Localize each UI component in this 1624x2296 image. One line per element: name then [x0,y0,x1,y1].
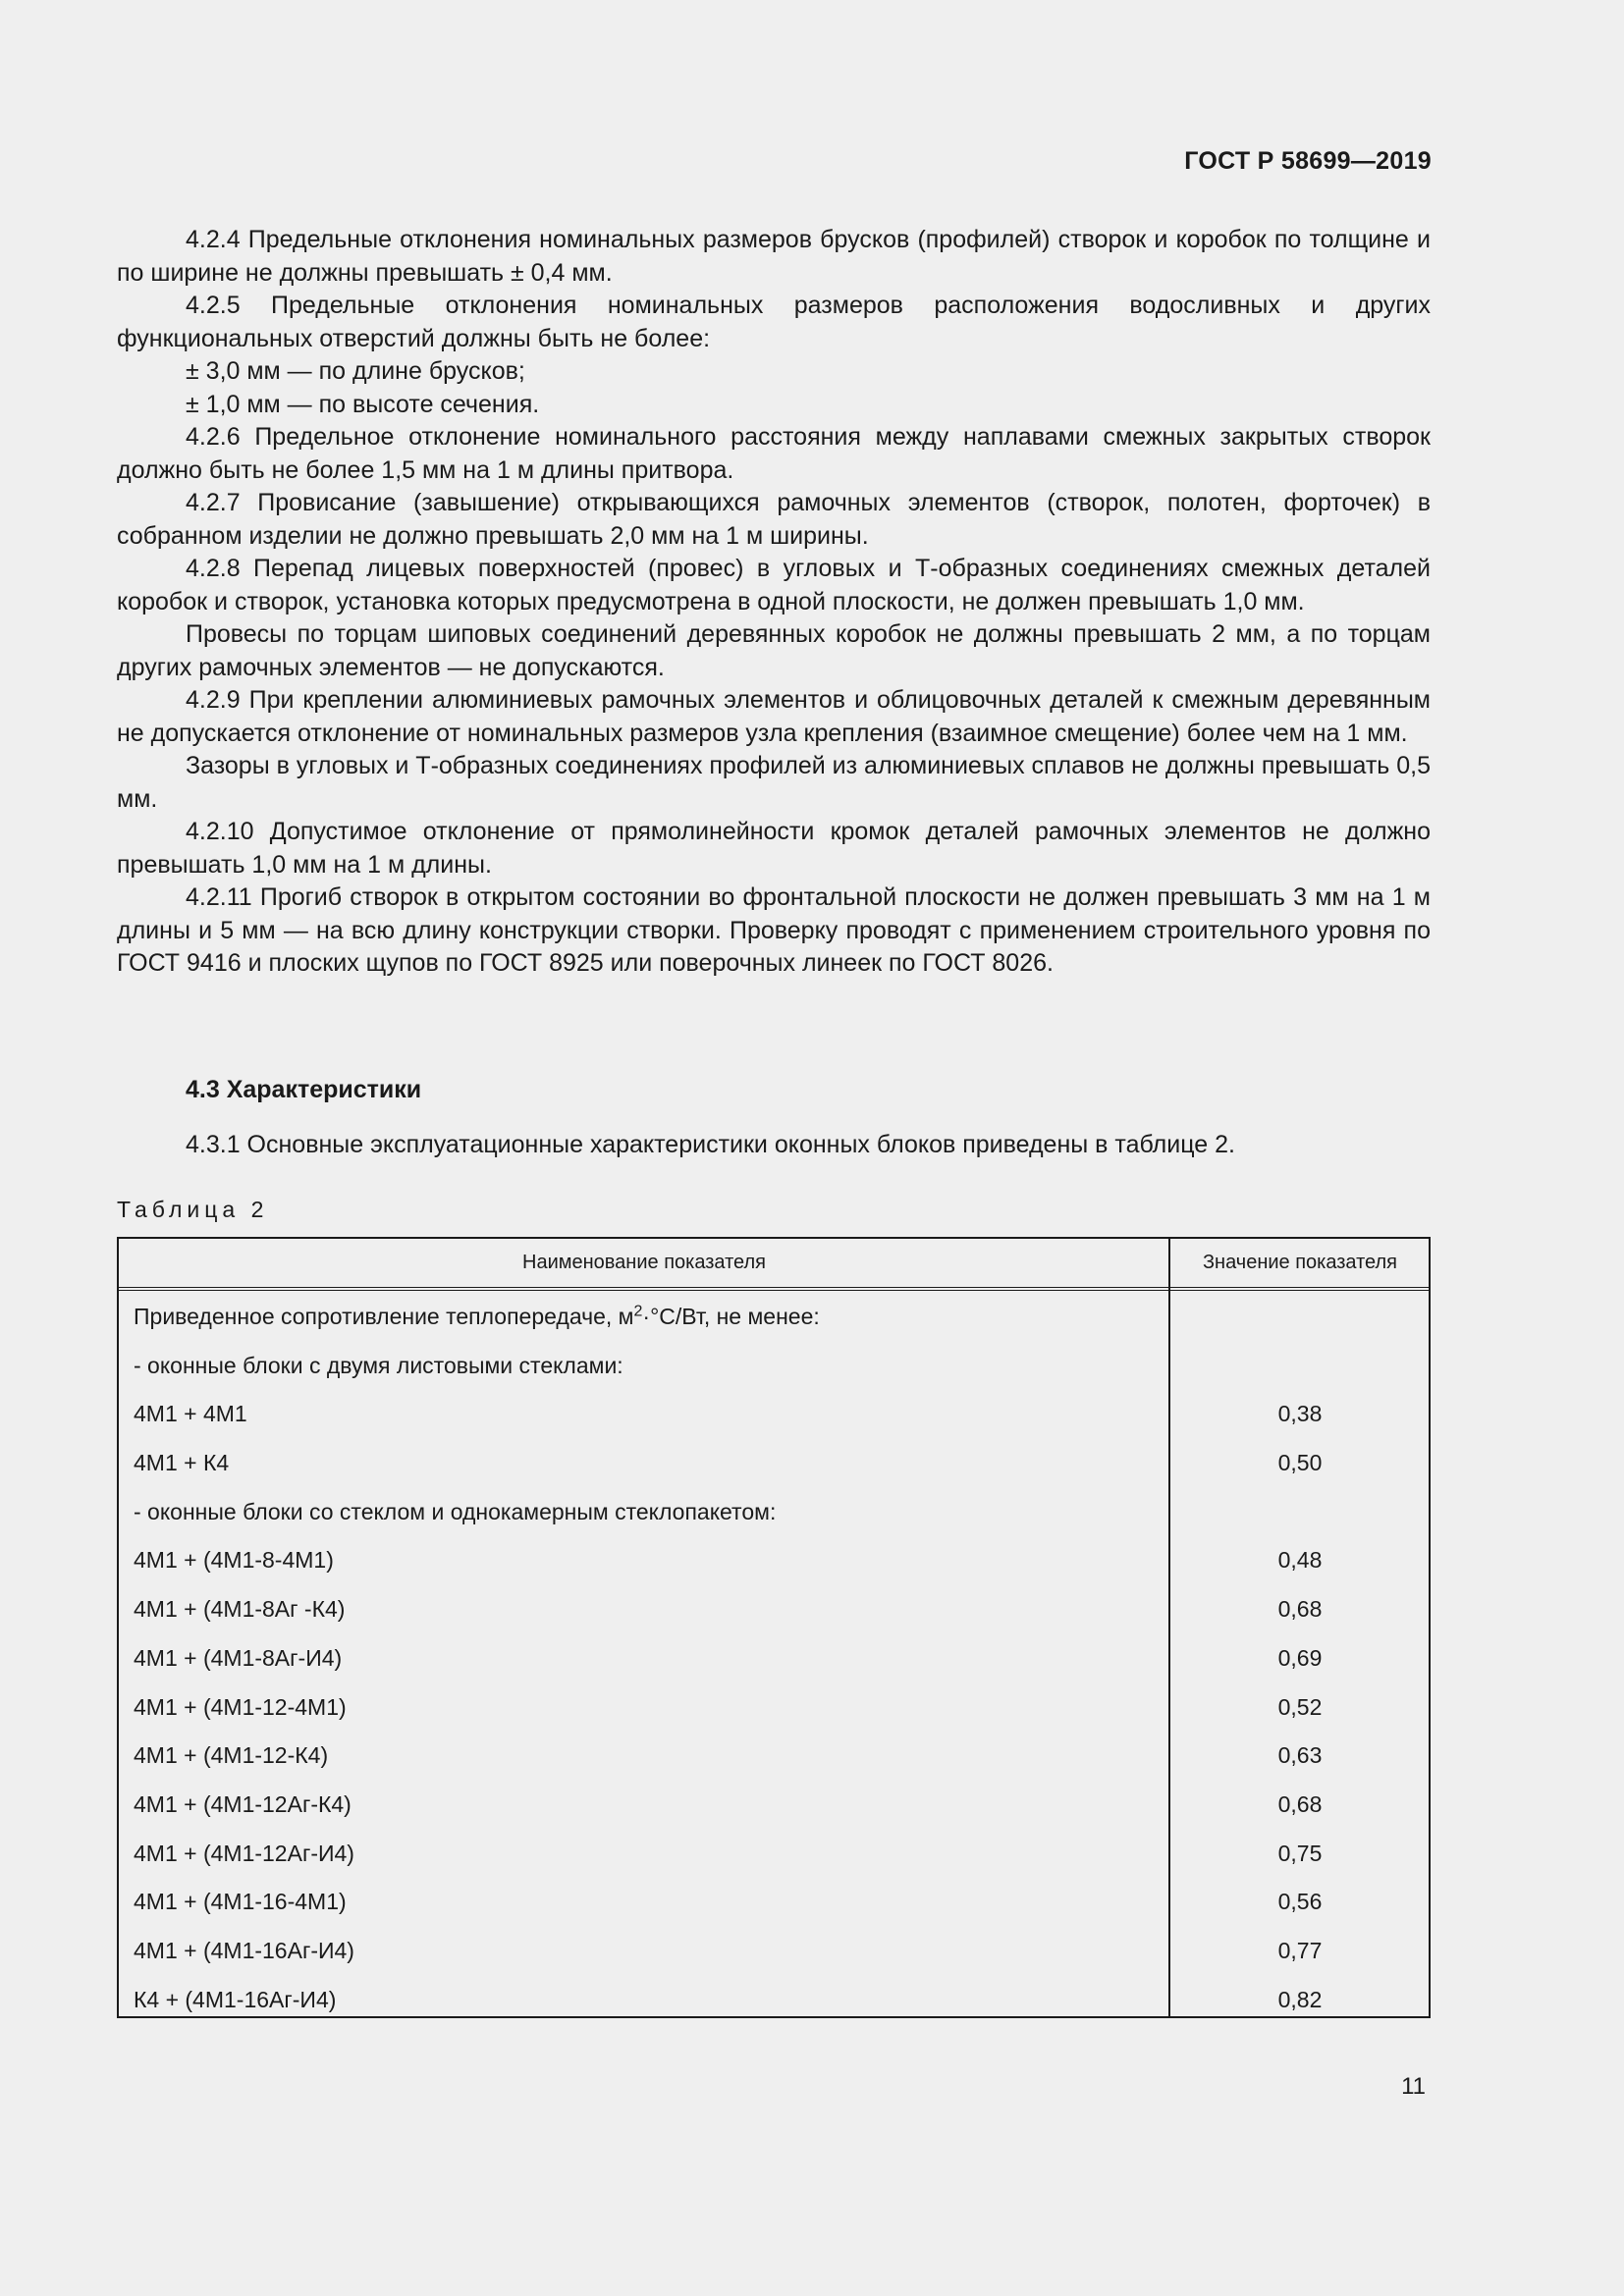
paragraph-4-2-4: 4.2.4 Предельные отклонения номинальных размеров брусков (профилей) створок и коробок по толщине и по ширине не должны превышать ± 0,4 мм. [117,226,1431,287]
paragraph-4-2-5: 4.2.5 Предельные отклонения номинальных размеров расположения водосливных и других функциональных отверстий должны быть не более: [117,292,1431,352]
table-cell-name: 4М1 + (4М1-8Аг -К4) [134,1596,346,1623]
table-row [119,1634,1429,1683]
table-header-name: Наименование показателя [522,1252,766,1273]
table-row [119,1439,1429,1488]
table-cell-value: 0,38 [1277,1401,1323,1427]
table-row [119,1927,1429,1976]
paragraph-list-item-1: ± 3,0 мм — по длине брусков; [186,357,525,385]
table-cell-value: 0,68 [1277,1596,1323,1623]
table-cell-name: 4М1 + 4М1 [134,1401,247,1427]
title-prefix: Приведенное сопротивление теплопередаче, м [134,1304,634,1329]
table-row [119,1683,1429,1733]
table-row-title [134,1304,820,1330]
paragraph-4-2-11: 4.2.11 Прогиб створок в открытом состоянии во фронтальной плоскости не должен превышать 3 мм на 1 м длины и 5 мм — на всю длину конструкции створки. Проверку проводят с применением строительного уровня по ГОСТ 9416 и плоских щупов по ГОСТ 8925 или поверочных линеек по ГОСТ 8026. [117,883,1431,977]
table-row [119,1536,1429,1585]
body-text [117,224,1431,981]
characteristics-table [117,1237,1431,2018]
paragraph-4-2-7: 4.2.7 Провисание (завышение) открывающихся рамочных элементов (створок, полотен, форточек) в собранном изделии не должно превышать 2,0 мм на 1 м ширины. [117,489,1431,550]
table-row [119,1781,1429,1830]
paragraph-4-2-6: 4.2.6 Предельное отклонение номинального расстояния между наплавами смежных закрытых створок должно быть не более 1,5 мм на 1 м длины притвора. [117,423,1431,484]
table-row [119,1976,1429,2025]
table-cell-name: 4М1 + (4М1-8Аг-И4) [134,1644,343,1671]
paragraph-4-3-1: 4.3.1 Основные эксплуатационные характеристики оконных блоков приведены в таблице 2. [186,1131,1235,1158]
table-row [119,1585,1429,1634]
table-cell-value: 0,52 [1277,1693,1323,1720]
table-cell-name: К4 + (4М1-16Аг-И4) [134,1986,337,2012]
table-cell-name: 4М1 + (4М1-12-4М1) [134,1693,347,1720]
table-cell-value: 0,82 [1277,1986,1323,2012]
table-cell-value: 0,69 [1277,1644,1323,1671]
table-cell-name: 4М1 + (4М1-12-К4) [134,1742,329,1769]
table-cell-value: 0,50 [1277,1450,1323,1476]
paragraph-4-2-9: 4.2.9 При креплении алюминиевых рамочных элементов и облицовочных деталей к смежным деревянным не допускается отклонение от номинальных размеров узла крепления (взаимное смещение) более чем на 1 мм. [117,686,1431,747]
table-cell-value: 0,75 [1277,1840,1323,1866]
paragraph-4-2-8: 4.2.8 Перепад лицевых поверхностей (провес) в угловых и Т-образных соединениях смежных деталей коробок и створок, установка которых предусмотрена в одной плоскости, не должен превышать 1,0 мм. [117,555,1431,615]
document-header-id: ГОСТ Р 58699—2019 [1184,147,1432,175]
table-cell-name: 4М1 + (4М1-12Аг-К4) [134,1790,352,1817]
title-superscript: 2 [633,1303,643,1320]
table-caption: Таблица 2 [117,1197,269,1222]
paragraph-zazory: Зазоры в угловых и Т-образных соединениях профилей из алюминиевых сплавов не должны превышать 0,5 мм. [117,752,1431,813]
table-header-row [119,1239,1429,1291]
table-cell-name: - оконные блоки с двумя листовыми стеклами: [134,1352,623,1378]
table-cell-name: 4М1 + К4 [134,1450,230,1476]
table-body [119,1293,1429,2024]
table-cell-name: - оконные блоки со стеклом и однокамерным стеклопакетом: [134,1498,777,1524]
table-header-value: Значение показателя [1202,1252,1398,1273]
table-row [119,1830,1429,1879]
title-suffix: ·°С/Вт, не менее: [642,1304,820,1329]
table-row [119,1488,1429,1537]
table-row [119,1732,1429,1781]
table-row [119,1293,1429,1342]
page-number: 11 [1401,2073,1426,2100]
table-cell-value: 0,63 [1277,1742,1323,1769]
table-row [119,1342,1429,1391]
table-row [119,1878,1429,1927]
paragraph-4-2-10: 4.2.10 Допустимое отклонение от прямолинейности кромок деталей рамочных элементов не должно превышать 1,0 мм на 1 м длины. [117,818,1431,879]
paragraph-provesy: Провесы по торцам шиповых соединений деревянных коробок не должны превышать 2 мм, а по торцам других рамочных элементов — не допускаются. [117,620,1431,681]
table-row [119,1390,1429,1439]
table-cell-value: 0,48 [1277,1547,1323,1574]
table-cell-name: 4М1 + (4М1-16-4М1) [134,1889,347,1915]
table-cell-value: 0,77 [1277,1937,1323,1963]
table-cell-name: 4М1 + (4М1-16Аг-И4) [134,1937,354,1963]
section-title: 4.3 Характеристики [186,1076,422,1103]
paragraph-list-item-2: ± 1,0 мм — по высоте сечения. [186,390,540,418]
table-cell-value: 0,56 [1277,1889,1323,1915]
table-cell-name: 4М1 + (4М1-8-4М1) [134,1547,334,1574]
table-cell-value: 0,68 [1277,1790,1323,1817]
table-cell-name: 4М1 + (4М1-12Аг-И4) [134,1840,354,1866]
